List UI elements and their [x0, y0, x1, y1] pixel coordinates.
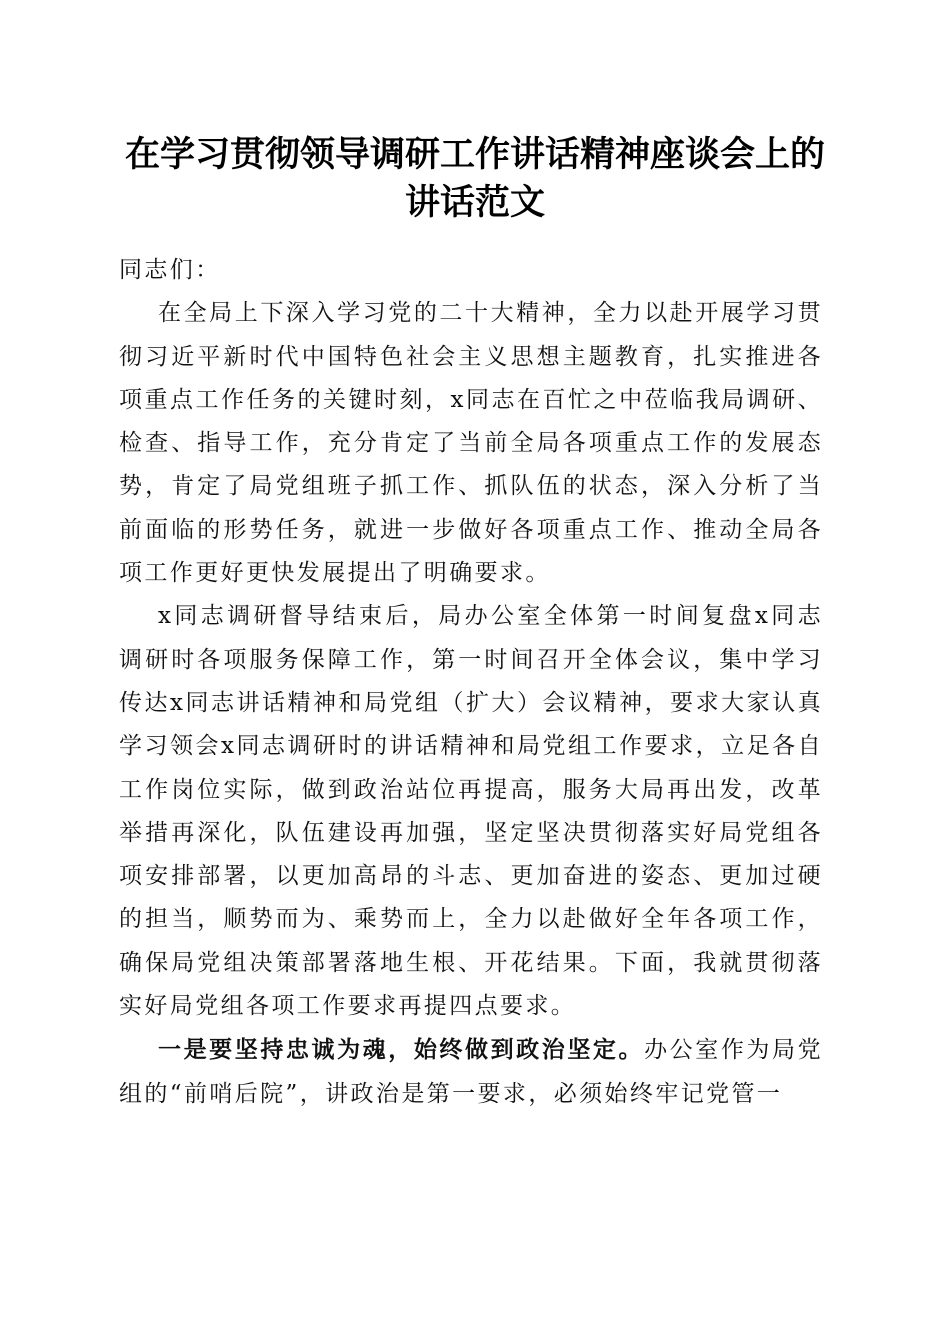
paragraph-3-heading: 一是要坚持忠诚为魂，始终做到政治坚定。: [158, 1036, 645, 1064]
document-body: [119, 249, 823, 1116]
title-line-1: 在学习贯彻领导调研工作讲话精神座谈会上的: [124, 134, 825, 175]
paragraph-2: x同志调研督导结束后，局办公室全体第一时间复盘x同志调研时各项服务保障工作，第一时间召开全体会议，集中学习传达x同志讲话精神和局党组（扩大）会议精神，要求大家认真学习领会x同志调研时的讲话精神和局党组工作要求，立足各自工作岗位实际，做到政治站位再提高，服务大局再出发，改革举措再深化，队伍建设再加强，坚定坚决贯彻落实好局党组各项安排部署，以更加高昂的斗志、更加奋进的姿态、更加过硬的担当，顺势而为、乘势而上，全力以赴做好全年各项工作，确保局党组决策部署落地生根、开花结果。下面，我就贯彻落实好局党组各项工作要求再提四点要求。: [119, 603, 823, 1020]
paragraph-1: 在全局上下深入学习党的二十大精神，全力以赴开展学习贯彻习近平新时代中国特色社会主义思想主题教育，扎实推进各项重点工作任务的关键时刻，x同志在百忙之中莅临我局调研、检查、指导工作，充分肯定了当前全局各项重点工作的发展态势，肯定了局党组班子抓工作、抓队伍的状态，深入分析了当前面临的形势任务，就进一步做好各项重点工作、推动全局各项工作更好更快发展提出了明确要求。: [119, 300, 823, 587]
greeting: 同志们：: [119, 257, 221, 283]
document-title: [95, 131, 855, 227]
paragraph-3: [119, 1028, 823, 1116]
title-line-2: 讲话范文: [404, 182, 545, 223]
paragraph-3-text: 办公室作为局党组的“前哨后院”，讲政治是第一要求，必须始终牢记党管一: [119, 1037, 823, 1107]
